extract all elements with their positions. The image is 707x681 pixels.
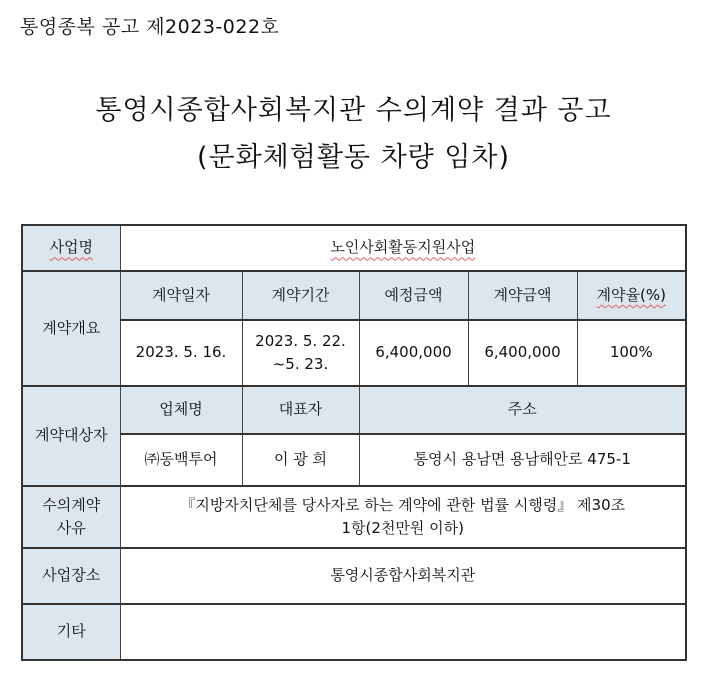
contractor-header-row [22,386,686,434]
etc-row [22,604,686,660]
contractor-header-company: 업체명 [120,386,242,434]
overview-header-date: 계약일자 [120,271,242,320]
reason-label: 수의계약 사유 [22,486,120,548]
reason-row [22,486,686,548]
representative-value: 이 광 희 [242,434,359,486]
address-value: 통영시 용남면 용남해안로 475-1 [359,434,686,486]
business-name-row [22,225,686,271]
contract-rate-value: 100% [577,320,686,386]
location-row [22,548,686,604]
page-title: 통영시종합사회복지관 수의계약 결과 공고 [95,95,612,126]
contractor-header-address: 주소 [359,386,686,434]
contract-period-value [242,320,359,386]
contractor-header-representative: 대표자 [242,386,359,434]
overview-header-rate: 계약율(%) [577,271,686,320]
overview-header-period: 계약기간 [242,271,359,320]
etc-value [120,604,686,660]
contractor-label: 계약대상자 [22,386,120,486]
overview-header-row [22,271,686,320]
contract-overview-label: 계약개요 [22,271,120,386]
reason-value: 『지방자치단체를 당사자로 하는 계약에 관한 법률 시행령』 제30조 1항(2천만원 이하) [120,486,686,548]
contract-period-start: 2023. 5. 22. [255,331,346,350]
contractor-value-row [22,434,686,486]
contract-result-table [21,224,687,661]
estimated-amount-value: 6,400,000 [359,320,468,386]
overview-header-amount: 계약금액 [468,271,577,320]
notice-number: 통영종복 공고 제2023-022호 [20,16,280,38]
page-subtitle: (문화체험활동 차량 임차) [196,142,511,173]
etc-label: 기타 [22,604,120,660]
contract-period-end: ~5. 23. [272,355,329,373]
contract-amount-value: 6,400,000 [468,320,577,386]
business-name-value: 노인사회활동지원사업 [120,225,686,271]
overview-header-estimated: 예정금액 [359,271,468,320]
contract-date-value: 2023. 5. 16. [120,320,242,386]
location-label: 사업장소 [22,548,120,604]
company-value: ㈜동백투어 [120,434,242,486]
overview-value-row [22,320,686,386]
business-name-label: 사업명 [22,225,120,271]
location-value: 통영시종합사회복지관 [120,548,686,604]
